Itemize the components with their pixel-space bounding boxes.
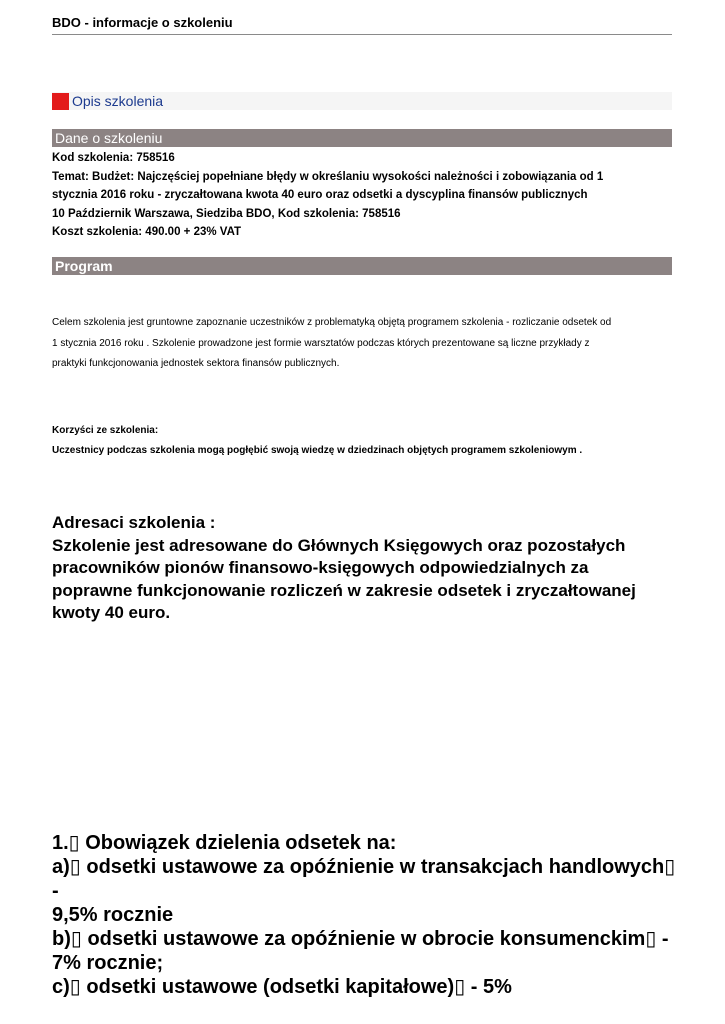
opis-label: Opis szkolenia: [72, 93, 164, 109]
obligation-line-3: 9,5% rocznie: [52, 904, 174, 926]
audience-line-3: poprawne funkcjonowanie rozliczeń w zakresie odsetek i zryczałtowanej: [52, 580, 636, 600]
benefits-heading: Korzyści ze szkolenia:: [52, 425, 159, 436]
obligation-line-5: 7% rocznie;: [52, 952, 164, 974]
document-header: [52, 14, 672, 35]
program-description-line-3: praktyki funkcjonowania jednostek sektora finansów publicznych.: [52, 358, 340, 369]
training-info: [52, 149, 672, 242]
training-cost: Koszt szkolenia: 490.00 + 23% VAT: [52, 226, 242, 238]
training-topic-line-1: Temat: Budżet: Najczęściej popełniane błędy w określaniu wysokości należności i zobowiązania od 1: [52, 170, 604, 183]
program-section-bar: Program: [52, 257, 672, 275]
benefits-block: [52, 421, 672, 461]
opis-section-heading: [52, 92, 672, 110]
audience-line-1: Szkolenie jest adresowane do Głównych Księgowych oraz pozostałych: [52, 535, 626, 555]
training-date-location: 10 Październik Warszawa, Siedziba BDO, Kod szkolenia: 758516: [52, 207, 401, 220]
dane-section-bar: Dane o szkoleniu: [52, 129, 672, 147]
interest-obligation-list: [52, 831, 682, 999]
program-description: [52, 313, 672, 375]
obligation-line-6: c)▯ odsetki ustawowe (odsetki kapitałowe)▯ - 5%: [52, 976, 512, 998]
audience-line-2: pracowników pionów finansowo-księgowych odpowiedzialnych za: [52, 558, 589, 577]
training-topic-line-2: stycznia 2016 roku - zryczałtowana kwota 40 euro oraz odsetki a dyscyplina finansów publicznych: [52, 189, 588, 201]
benefits-text: Uczestnicy podczas szkolenia mogą pogłębić swoją wiedzę w dziedzinach objętych programem szkoleniowym .: [52, 445, 583, 456]
program-description-line-2: 1 stycznia 2016 roku . Szkolenie prowadzone jest formie warsztatów podczas których prezentowane są liczne przykłady z: [52, 337, 590, 349]
audience-line-4: kwoty 40 euro.: [52, 603, 171, 622]
audience-block: [52, 512, 672, 625]
obligation-line-1: 1.▯ Obowiązek dzielenia odsetek na:: [52, 832, 397, 854]
obligation-line-4: b)▯ odsetki ustawowe za opóźnienie w obrocie konsumenckim▯ -: [52, 928, 669, 950]
program-description-line-1: Celem szkolenia jest gruntowne zapoznanie uczestników z problematyką objętą programem szkolenia - rozliczanie odsetek od: [52, 317, 612, 328]
training-code: Kod szkolenia: 758516: [52, 152, 175, 164]
document-title: BDO - informacje o szkoleniu: [52, 15, 233, 30]
red-square-icon: [52, 93, 69, 110]
audience-heading: Adresaci szkolenia :: [52, 513, 216, 532]
obligation-line-2: a)▯ odsetki ustawowe za opóźnienie w transakcjach handlowych▯ -: [52, 856, 676, 902]
